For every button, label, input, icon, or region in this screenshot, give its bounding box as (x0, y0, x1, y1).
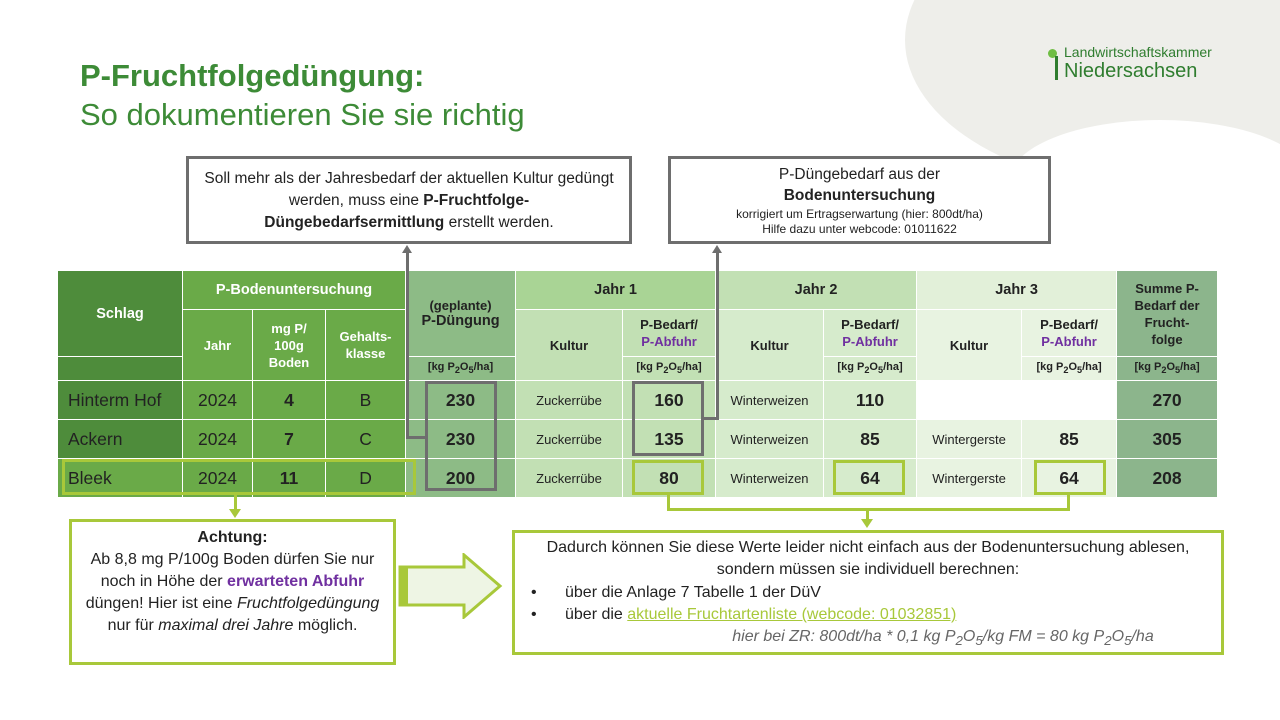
callout-duengebedarf-source (668, 156, 1051, 244)
header-mg-line-3: Boden (268, 354, 310, 370)
header-schlag: Schlag (58, 271, 183, 357)
warning-box (69, 519, 396, 665)
bedarf-highlight-frame (632, 381, 704, 456)
page-title: P-Fruchtfolgedüngung: (80, 58, 425, 93)
abfuhr-3-highlight-frame (1034, 460, 1106, 495)
bracket-arrow-icon (861, 519, 873, 528)
header-bedarf-1-line-1: P-Bedarf/ (640, 317, 698, 332)
fruchtartenliste-link[interactable]: aktuelle Fruchtartenliste (webcode: 01032851) (627, 606, 957, 623)
abfuhr-2-highlight-frame (833, 460, 905, 495)
unit-jahr-2: [kg $P_2O_5/ha$] (824, 357, 917, 381)
row-klasse: D (326, 459, 406, 498)
row-bedarf-1: 160 (623, 381, 716, 420)
row-summe: 270 (1117, 381, 1218, 420)
row-bedarf-2: 85 (824, 420, 917, 459)
header-gehalt-line-2: klasse (345, 346, 386, 361)
row-bedarf-2: 64 (824, 459, 917, 498)
warning-heading: Achtung: (197, 529, 268, 546)
row-klasse: C (326, 420, 406, 459)
header-summe-line-2: Bedarf der (1134, 297, 1200, 313)
unit-summe: [kg $P_2O_5/ha$] (1117, 357, 1218, 381)
connector-left-vertical (406, 252, 409, 438)
unit-jahr-1: [kg $P_2O_5/ha$] (623, 357, 716, 381)
connector-warning-arrow-icon (229, 509, 241, 518)
list-item: • über die aktuelle Fruchtartenliste (webcode: 01032851) (527, 604, 1209, 626)
header-planned-line-1: (geplante) (429, 298, 492, 313)
connector-right-horizontal (702, 417, 719, 420)
header-jahr-3: Jahr 3 (917, 271, 1117, 310)
header-bedarf-2-line-1: P-Bedarf/ (841, 317, 899, 332)
connector-right-arrow-icon (712, 245, 722, 253)
header-summe-line-4: folge (1151, 331, 1183, 347)
header-mg-line-2: 100g (274, 337, 304, 353)
header-kultur-3: Kultur (917, 310, 1022, 381)
callout-left-text-2: erstellt werden. (444, 214, 554, 231)
row-name: Bleek (58, 459, 183, 498)
header-bedarf-3-line-1: P-Bedarf/ (1040, 317, 1098, 332)
warning-body: Ab 8,8 mg P/100g Boden dürfen Sie nur noch in Höhe der erwarteten Abfuhr düngen! Hier ist eine Fruchtfolgedüngung nur für maximal drei Jahre möglich. (85, 551, 380, 634)
page-subtitle: So dokumentieren Sie sie richtig (80, 97, 525, 132)
header-bodenuntersuchung: P-Bodenuntersuchung (183, 271, 406, 310)
header-jahr-2: Jahr 2 (716, 271, 917, 310)
header-planned (406, 271, 516, 357)
header-mg (253, 310, 326, 381)
row-summe: 208 (1117, 459, 1218, 498)
abfuhr-1-highlight-frame (632, 460, 704, 495)
row-kultur-1: Zuckerrübe (516, 459, 623, 498)
info-paragraph: Dadurch können Sie diese Werte leider nicht einfach aus der Bodenuntersuchung ablesen, sondern müssen sie individuell berechnen: (546, 539, 1190, 578)
bullet-icon: • (531, 606, 537, 623)
unit-planned: [kg $P_2O_5/ha$] (406, 357, 516, 381)
row-bedarf-3 (1022, 381, 1117, 420)
callout-left-text-1: Soll mehr als der Jahresbedarf der aktuellen Kultur gedüngt werden, muss eine (204, 170, 614, 209)
info-box (512, 530, 1224, 655)
header-bedarf-1 (623, 310, 716, 357)
row-bedarf-1: 135 (623, 420, 716, 459)
row-klasse: B (326, 381, 406, 420)
row-mg: 7 (253, 420, 326, 459)
row-mg: 11 (253, 459, 326, 498)
logo-line-1: Landwirtschaftskammer (1064, 44, 1212, 60)
connector-left-arrow-icon (402, 245, 412, 253)
row-name: Hinterm Hof (58, 381, 183, 420)
row-summe: 305 (1117, 420, 1218, 459)
right-arrow-icon (398, 553, 503, 619)
row-kultur-2: Winterweizen (716, 420, 824, 459)
callout-left-bold: P-Fruchtfolge-Düngebedarfsermittlung (264, 192, 530, 231)
header-gehaltsklasse (326, 310, 406, 381)
callout-right-line-3: korrigiert um Ertragserwartung (hier: 800dt/ha) (736, 207, 983, 221)
header-gehalt-line-1: Gehalts- (339, 329, 392, 344)
row-kultur-3: Wintergerste (917, 420, 1022, 459)
row-bedarf-3: 85 (1022, 420, 1117, 459)
callout-right-line-1: P-Düngebedarf aus der (778, 166, 941, 183)
header-abfuhr-1: P-Abfuhr (641, 334, 697, 349)
row-jahr: 2024 (183, 459, 253, 498)
planned-highlight-frame (425, 381, 497, 491)
row-planned: 230 (406, 420, 516, 459)
unit-jahr-3: [kg $P_2O_5/ha$] (1022, 357, 1117, 381)
info-formula: hier bei ZR: 800dt/ha * 0,1 kg $P_2O_5/kg$ FM = 80 kg $P_2O_5/ha$ (732, 628, 1154, 649)
header-abfuhr-2: P-Abfuhr (842, 334, 898, 349)
row-planned: 230 (406, 381, 516, 420)
connector-warning-line (234, 494, 237, 510)
callout-right-line-4: Hilfe dazu unter webcode: 01011622 (762, 222, 957, 236)
header-summe (1117, 271, 1218, 357)
row-kultur-1: Zuckerrübe (516, 381, 623, 420)
callout-fruchtfolge-requirement (186, 156, 632, 244)
row-jahr: 2024 (183, 420, 253, 459)
row-jahr: 2024 (183, 381, 253, 420)
list-item: • über die Anlage 7 Tabelle 1 der DüV (527, 582, 1209, 604)
logo-line-2: Niedersachsen (1064, 60, 1198, 82)
row-kultur-2: Winterweizen (716, 459, 824, 498)
row-planned: 200 (406, 459, 516, 498)
header-kultur-1: Kultur (516, 310, 623, 381)
header-jahr-1: Jahr 1 (516, 271, 716, 310)
logo-bar-icon (1055, 56, 1058, 80)
row-mg: 4 (253, 381, 326, 420)
row-kultur-3: Wintergerste (917, 459, 1022, 498)
row-kultur-1: Zuckerrübe (516, 420, 623, 459)
connector-left-horizontal (406, 436, 427, 439)
row-name: Ackern (58, 420, 183, 459)
row-kultur-2: Winterweizen (716, 381, 824, 420)
bleek-highlight-frame (62, 459, 416, 495)
info-list (527, 582, 1209, 626)
header-kultur-2: Kultur (716, 310, 824, 381)
row-bedarf-1: 80 (623, 459, 716, 498)
callout-right-line-2: Bodenuntersuchung (783, 187, 936, 204)
warning-highlight: erwarteten Abfuhr (227, 573, 365, 590)
connector-right-vertical (716, 252, 719, 420)
header-jahr: Jahr (183, 310, 253, 381)
header-summe-line-3: Frucht- (1144, 314, 1190, 330)
header-schlag-spacer (58, 357, 183, 381)
row-bedarf-2: 110 (824, 381, 917, 420)
header-mg-line-1: mg P/ (271, 320, 307, 336)
row-kultur-3 (917, 381, 1022, 420)
header-bedarf-3 (1022, 310, 1117, 357)
row-bedarf-3: 64 (1022, 459, 1117, 498)
header-planned-line-2: P-Düngung (421, 313, 500, 329)
header-abfuhr-3: P-Abfuhr (1041, 334, 1097, 349)
bullet-icon: • (531, 584, 537, 601)
header-bedarf-2 (824, 310, 917, 357)
header-summe-line-1: Summe P- (1135, 280, 1199, 296)
